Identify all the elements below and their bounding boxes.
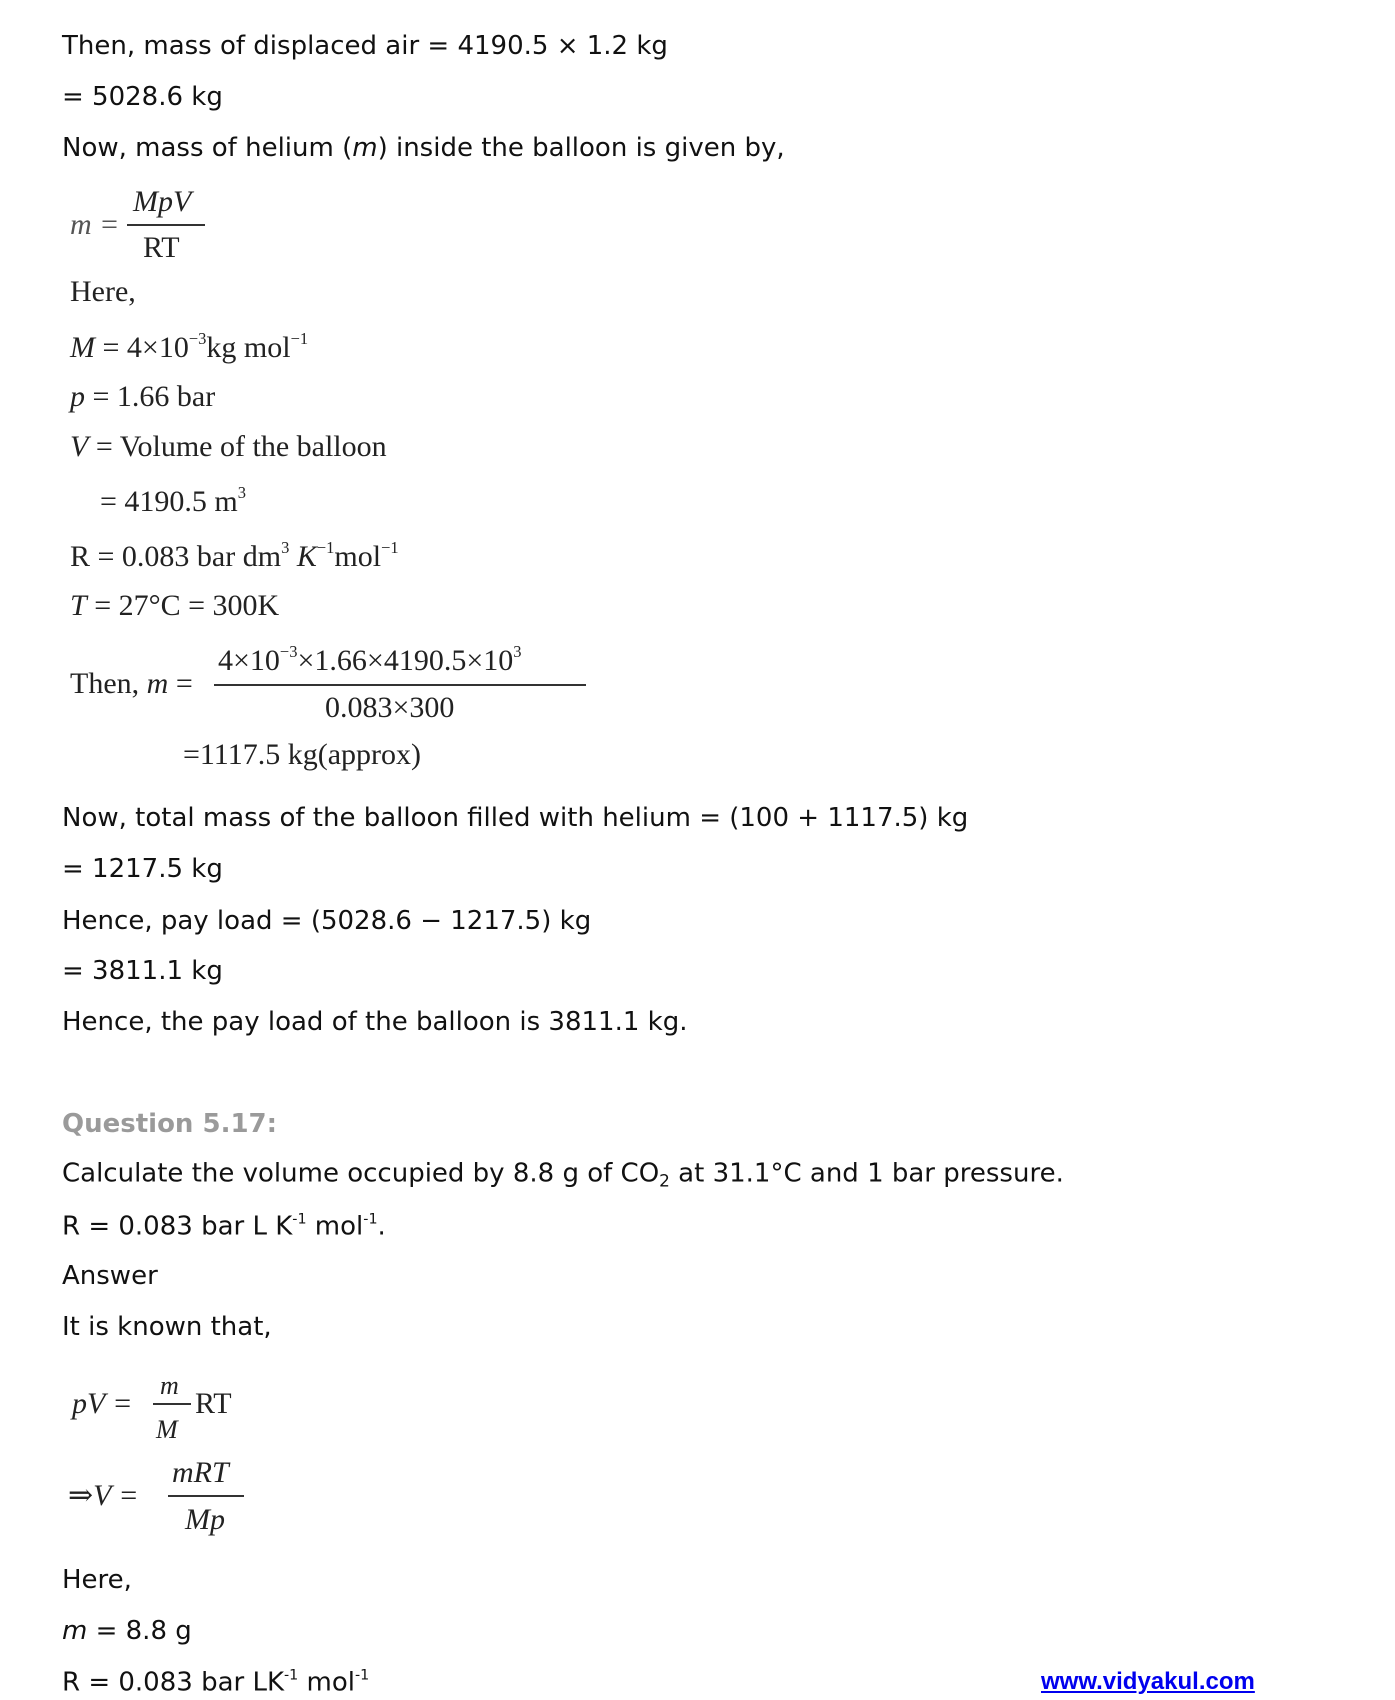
temperature-line bbox=[70, 591, 279, 621]
payload-conclusion: Hence, the pay load of the balloon is 3811.1 kg. bbox=[62, 1007, 688, 1037]
volume-value bbox=[100, 482, 247, 519]
question-text-sub: 2 bbox=[659, 1170, 670, 1191]
gas-constant-K: K bbox=[289, 540, 317, 574]
helium-intro bbox=[62, 135, 785, 161]
calc-numerator bbox=[218, 641, 522, 678]
gas-constant-exp2: −1 bbox=[316, 537, 335, 557]
q2-r-exp2: -1 bbox=[355, 1667, 370, 1684]
q-r-pre: R = 0.083 bar L K bbox=[62, 1211, 293, 1242]
volume-var: V bbox=[70, 430, 89, 463]
helium-intro-pre: Now, mass of helium ( bbox=[62, 133, 353, 163]
here-label-1: Here, bbox=[70, 275, 136, 308]
formula-m-denominator: RT bbox=[143, 231, 180, 264]
gas-constant-pre: R = 0.083 bar dm bbox=[70, 540, 282, 574]
q-r-exp2: -1 bbox=[363, 1211, 378, 1228]
q2-r-pre: R = 0.083 bar LK bbox=[62, 1667, 285, 1698]
eq1-denominator: M bbox=[156, 1415, 178, 1444]
molar-mass-eq: = 4×10 bbox=[95, 331, 189, 365]
helium-intro-post: ) inside the balloon is given by, bbox=[377, 133, 785, 163]
calc-result-paren: (approx) bbox=[317, 738, 421, 771]
volume-eq: = Volume of the balloon bbox=[88, 430, 387, 463]
helium-intro-var: m bbox=[352, 133, 378, 163]
displaced-air-line: Then, mass of displaced air = 4190.5 × 1.2 kg bbox=[62, 31, 668, 61]
eq2-denominator: Mp bbox=[185, 1503, 225, 1536]
formula-m-lhs: m = bbox=[70, 208, 120, 241]
eq2-numerator: mRT bbox=[172, 1456, 229, 1489]
known-line: It is known that, bbox=[62, 1312, 272, 1342]
calc-lhs-pre: Then, bbox=[70, 667, 147, 700]
eq1-fraction-line bbox=[153, 1403, 191, 1405]
formula-m-numerator: MpV bbox=[133, 185, 192, 218]
question-gas-constant bbox=[62, 1211, 386, 1242]
vidyakul-link[interactable]: www.vidyakul.com bbox=[1041, 1668, 1255, 1695]
volume-value-exp: 3 bbox=[237, 482, 247, 502]
pressure-line bbox=[70, 382, 215, 412]
volume-value-eq: = 4190.5 m bbox=[100, 485, 238, 519]
q-r-exp1: -1 bbox=[292, 1211, 307, 1228]
gas-constant-line bbox=[70, 537, 399, 574]
mass-eq: = 8.8 g bbox=[87, 1616, 192, 1646]
question-text-pre: Calculate the volume occupied by 8.8 g of CO bbox=[62, 1158, 660, 1189]
eq2-fraction-line bbox=[168, 1495, 244, 1497]
calc-fraction-line bbox=[214, 684, 586, 686]
gas-constant-exp1: 3 bbox=[281, 537, 290, 557]
formula-m-fraction-line bbox=[127, 224, 205, 226]
payload-result: = 3811.1 kg bbox=[62, 956, 223, 986]
molar-mass-exp: −3 bbox=[188, 328, 207, 348]
temperature-eq: = 27°C = 300K bbox=[86, 589, 280, 622]
displaced-air-result: = 5028.6 kg bbox=[62, 82, 223, 112]
mass-var: m bbox=[62, 1616, 88, 1646]
calc-lhs bbox=[70, 669, 193, 699]
eq1-lhs: pV = bbox=[72, 1387, 133, 1420]
pressure-var: p bbox=[70, 380, 85, 413]
calc-num-a-exp: −3 bbox=[279, 641, 298, 661]
eq2-lhs: ⇒V = bbox=[68, 1479, 139, 1512]
gas-constant-mol: mol bbox=[334, 540, 382, 574]
question-text-post: at 31.1°C and 1 bar pressure. bbox=[669, 1158, 1064, 1189]
pressure-eq: = 1.66 bar bbox=[85, 380, 216, 413]
calc-lhs-eq: = bbox=[168, 667, 193, 700]
calc-num-a: 4×10 bbox=[218, 644, 280, 678]
answer-label: Answer bbox=[62, 1261, 158, 1291]
payload-line: Hence, pay load = (5028.6 − 1217.5) kg bbox=[62, 906, 592, 936]
calc-num-b: ×1.66×4190.5×10 bbox=[297, 644, 514, 678]
total-mass-line: Now, total mass of the balloon filled with helium = (100 + 1117.5) kg bbox=[62, 803, 969, 833]
molar-mass-unit-exp: −1 bbox=[290, 328, 309, 348]
eq1-rhs: RT bbox=[195, 1387, 232, 1420]
molar-mass-var: M bbox=[70, 331, 95, 365]
here-label-2: Here, bbox=[62, 1565, 132, 1595]
q-r-mid: mol bbox=[306, 1211, 364, 1242]
q-r-end: . bbox=[377, 1211, 386, 1242]
temperature-var: T bbox=[70, 589, 87, 622]
calc-denominator: 0.083×300 bbox=[325, 691, 455, 724]
calc-lhs-var: m bbox=[146, 667, 169, 700]
calc-num-b-exp: 3 bbox=[513, 641, 522, 661]
eq1-numerator: m bbox=[160, 1371, 179, 1400]
mass-value-line bbox=[62, 1618, 192, 1644]
calc-result-value: =1117.5 kg bbox=[183, 738, 318, 771]
total-mass-result: = 1217.5 kg bbox=[62, 854, 223, 884]
volume-line bbox=[70, 432, 387, 462]
calc-result bbox=[183, 740, 421, 770]
question-text bbox=[62, 1158, 1064, 1191]
gas-constant-exp3: −1 bbox=[381, 537, 399, 557]
molar-mass-unit: kg mol bbox=[206, 331, 291, 365]
gas-constant-value-line bbox=[62, 1667, 370, 1698]
q2-r-mid: mol bbox=[298, 1667, 356, 1698]
molar-mass-line bbox=[70, 328, 309, 365]
q2-r-exp1: -1 bbox=[284, 1667, 299, 1684]
question-title: Question 5.17: bbox=[62, 1109, 278, 1139]
